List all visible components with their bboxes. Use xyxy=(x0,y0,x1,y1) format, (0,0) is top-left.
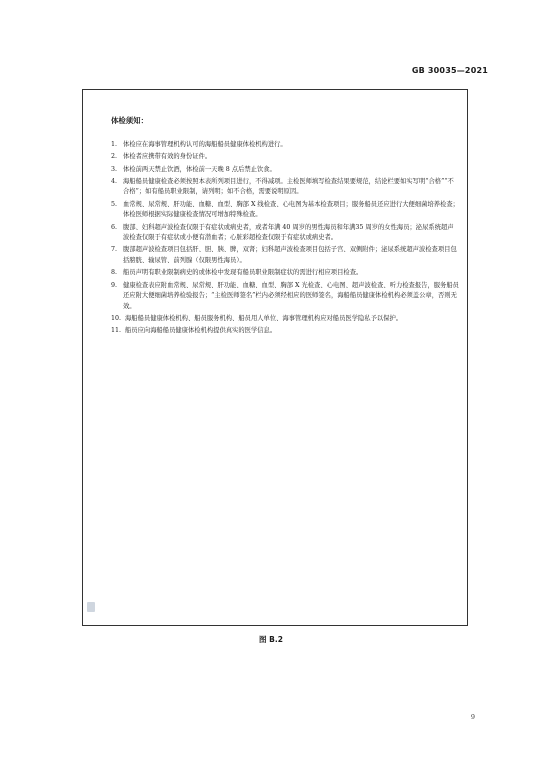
notice-box xyxy=(82,89,468,626)
list-item xyxy=(111,268,459,279)
list-item xyxy=(111,152,459,163)
list-item xyxy=(111,281,459,313)
item-text: 腹部、妇科超声波检查仅限于有症状或病史者，或者年满 40 周岁的男性海员和年满35 周岁的女性海员；泌尿系统超声波检查仅限于有症状或小便有潜血者；心脏彩超检查仅限于有症状或病史者。 xyxy=(123,223,454,242)
item-number: 4. xyxy=(111,177,118,185)
item-number: 5. xyxy=(111,200,118,208)
item-number: 3. xyxy=(111,165,118,173)
item-text: 海船船员健康体检机构、船员服务机构、船员用人单位、海事管理机构应对船员医学隐私予以保护。 xyxy=(125,315,403,323)
item-number: 1. xyxy=(111,141,118,148)
item-number: 6. xyxy=(111,223,118,231)
list-item xyxy=(111,314,459,325)
item-text: 体检者应携带有效的身份证件。 xyxy=(123,153,212,161)
item-text: 腹部超声波检查项目包括肝、胆、胰、脾，双肾；妇科超声波检查项目包括子宫、双侧附件；泌尿系统超声波检查项目包括膀胱、输尿管、前列腺（仅限男性海员）。 xyxy=(123,246,457,265)
list-item xyxy=(111,177,459,198)
item-number: 10. xyxy=(111,315,122,323)
item-text: 健康检查表应附血常规、尿常规、肝功能、血糖、血型、胸部 X 光检查、心电图、超声波检查、听力检查报告，服务船员还应附大便细菌培养检验报告；“主检医师签名”栏内必须经相应的医师签名，海船船员健康体检机构必须盖公章，否则无效。 xyxy=(123,281,459,310)
item-text: 船员应向海船船员健康体检机构提供真实的医学信息。 xyxy=(125,327,277,335)
list-item xyxy=(111,245,459,266)
page-number: 9 xyxy=(470,713,475,721)
list-item xyxy=(111,200,459,221)
item-text: 船员声明有职业限制病史的或体检中发现有船员职业限制症状的需进行相应项目检查。 xyxy=(123,269,363,277)
item-number: 2. xyxy=(111,153,118,161)
item-text: 海船船员健康检查必须按照本表所列项目进行，不得减项。主检医师填写检查结果要规范，结论栏要如实写明“合格”“不合格”；如有船员职业限制，请列明；如不合格，需要说明原因。 xyxy=(123,177,454,196)
list-item xyxy=(111,140,459,151)
item-text: 血常规、尿常规、肝功能、血糖、血型、胸部 X 线检查、心电图为基本检查项目；服务船员还应进行大便细菌培养检查；体检医师根据实际健康检查情况可增加特殊检查。 xyxy=(123,200,459,219)
item-text: 体检前两天禁止饮酒，体检前一天晚 8 点后禁止饮食。 xyxy=(123,165,276,173)
notice-list xyxy=(111,140,459,339)
figure-caption: 图 B.2 xyxy=(259,635,283,644)
standard-code: GB 30035—2021 xyxy=(411,66,488,75)
item-number: 8. xyxy=(111,269,118,277)
item-number: 7. xyxy=(111,246,118,254)
item-number: 11. xyxy=(111,327,122,335)
list-item xyxy=(111,223,459,244)
list-item xyxy=(111,165,459,176)
item-text: 体检应在海事管理机构认可的海船船员健康体检机构进行。 xyxy=(123,141,287,148)
notice-title: 体检须知： xyxy=(111,116,148,125)
watermark-mark xyxy=(87,602,95,612)
item-number: 9. xyxy=(111,281,118,289)
list-item xyxy=(111,326,459,337)
